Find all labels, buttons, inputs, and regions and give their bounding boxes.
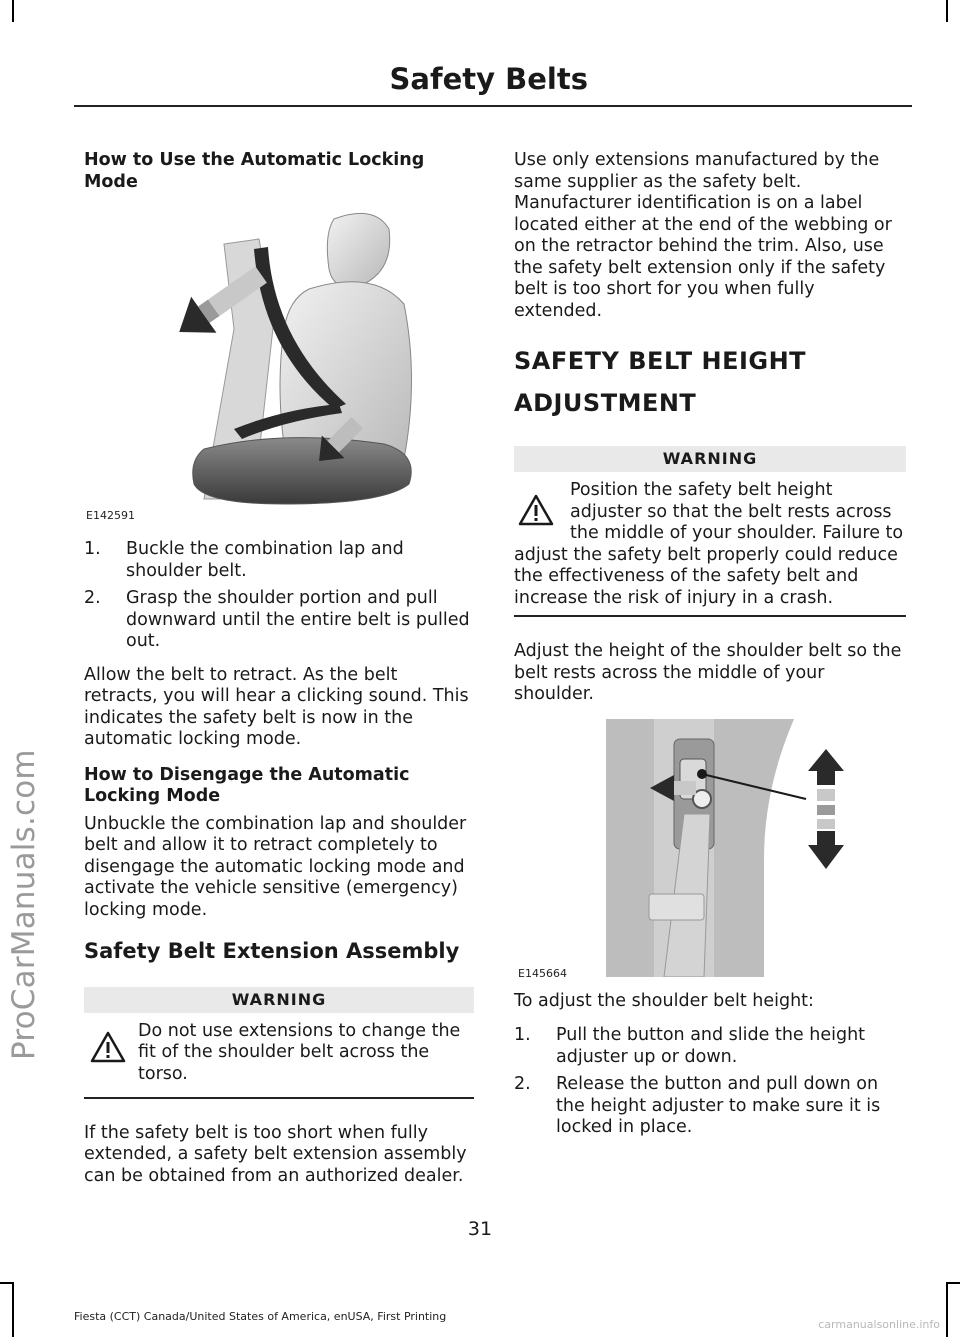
figure-code: E145664 — [518, 966, 567, 980]
heading-height-adjustment-1: SAFETY BELT HEIGHT — [514, 347, 807, 375]
list-item — [84, 539, 474, 582]
seat-belt-figure — [84, 199, 474, 522]
side-brand: ProCarManuals.com — [6, 749, 42, 1060]
footer-text: Fiesta (CCT) Canada/United States of America, enUSA, First Printing — [74, 1310, 447, 1323]
paragraph-extension-cont: Use only extensions manufactured by the same supplier as the safety belt. Manufacturer identification is on a label located either at the end of the webbing or on the retractor behind the trim. Also, use the safety belt extension only if the safety belt is too short for you when fully extended. — [514, 150, 892, 321]
adjust-steps — [514, 1025, 906, 1139]
crop-mark — [12, 0, 14, 22]
warning-box — [84, 1021, 474, 1087]
height-adjuster-figure — [514, 719, 906, 980]
figure-code: E142591 — [86, 509, 135, 522]
step-number: 2. — [514, 1074, 531, 1094]
heading-disengage: How to Disengage the Automatic Locking Mode — [84, 764, 410, 806]
step-number: 2. — [84, 588, 101, 608]
warning-rule — [514, 615, 906, 617]
step-text: Buckle the combination lap and shoulder belt. — [126, 539, 404, 581]
crop-mark — [946, 0, 948, 22]
crop-mark — [12, 1282, 14, 1337]
warning-triangle-icon — [518, 494, 554, 526]
step-text: Pull the button and slide the height adjuster up or down. — [556, 1025, 866, 1067]
header-rule — [74, 105, 912, 107]
watermark: carmanualsonline.info — [818, 1318, 940, 1331]
warning-rule — [84, 1097, 474, 1099]
page-title: Safety Belts — [389, 62, 588, 96]
paragraph-extension: If the safety belt is too short when fully extended, a safety belt extension assembly can be obtained from an authorized dealer. — [84, 1122, 467, 1186]
heading-height-adjustment-2: ADJUSTMENT — [514, 389, 697, 417]
step-text: Grasp the shoulder portion and pull downward until the entire belt is pulled out. — [126, 588, 470, 651]
warning-triangle-icon — [90, 1031, 126, 1063]
paragraph-adjust: Adjust the height of the shoulder belt so the belt rests across the middle of your shoulder. — [514, 641, 902, 704]
page-number: 31 — [467, 1218, 493, 1240]
heading-automatic-locking: How to Use the Automatic Locking Mode — [84, 150, 425, 192]
list-item — [84, 588, 474, 653]
warning-text: Position the safety belt height adjuster so that the belt rests across the middle of your shoulder. Failure to adjust the safety belt properly could reduce the effectiveness of the safety belt and increase the risk of injury in a crash. — [514, 480, 904, 608]
crop-mark — [946, 1282, 960, 1284]
list-item — [514, 1025, 906, 1068]
step-number: 1. — [84, 539, 101, 559]
left-column — [84, 150, 474, 1200]
seat-belt-illustration — [84, 199, 474, 517]
step-text: Release the button and pull down on the height adjuster to make sure it is locked in place. — [556, 1074, 881, 1137]
warning-header: WARNING — [514, 446, 906, 472]
up-down-arrow-icon — [808, 749, 844, 869]
right-column — [514, 150, 906, 1151]
paragraph-to-adjust: To adjust the shoulder belt height: — [514, 990, 814, 1011]
list-item — [514, 1074, 906, 1139]
paragraph-retract: Allow the belt to retract. As the belt retracts, you will hear a clicking sound. This indicates the safety belt is now in the automatic locking mode. — [84, 664, 469, 749]
crop-mark — [0, 1282, 14, 1284]
lock-steps — [84, 539, 474, 653]
warning-header: WARNING — [84, 987, 474, 1013]
crop-mark — [946, 1282, 948, 1337]
height-adjuster-illustration — [514, 719, 906, 977]
step-number: 1. — [514, 1025, 531, 1045]
warning-text: Do not use extensions to change the fit of the shoulder belt across the torso. — [138, 1020, 461, 1084]
heading-extension: Safety Belt Extension Assembly — [84, 939, 460, 963]
warning-box — [514, 480, 906, 609]
paragraph-disengage: Unbuckle the combination lap and shoulder belt and allow it to retract completely to disengage the automatic locking mode and activate the vehicle sensitive (emergency) locking mode. — [84, 813, 467, 920]
